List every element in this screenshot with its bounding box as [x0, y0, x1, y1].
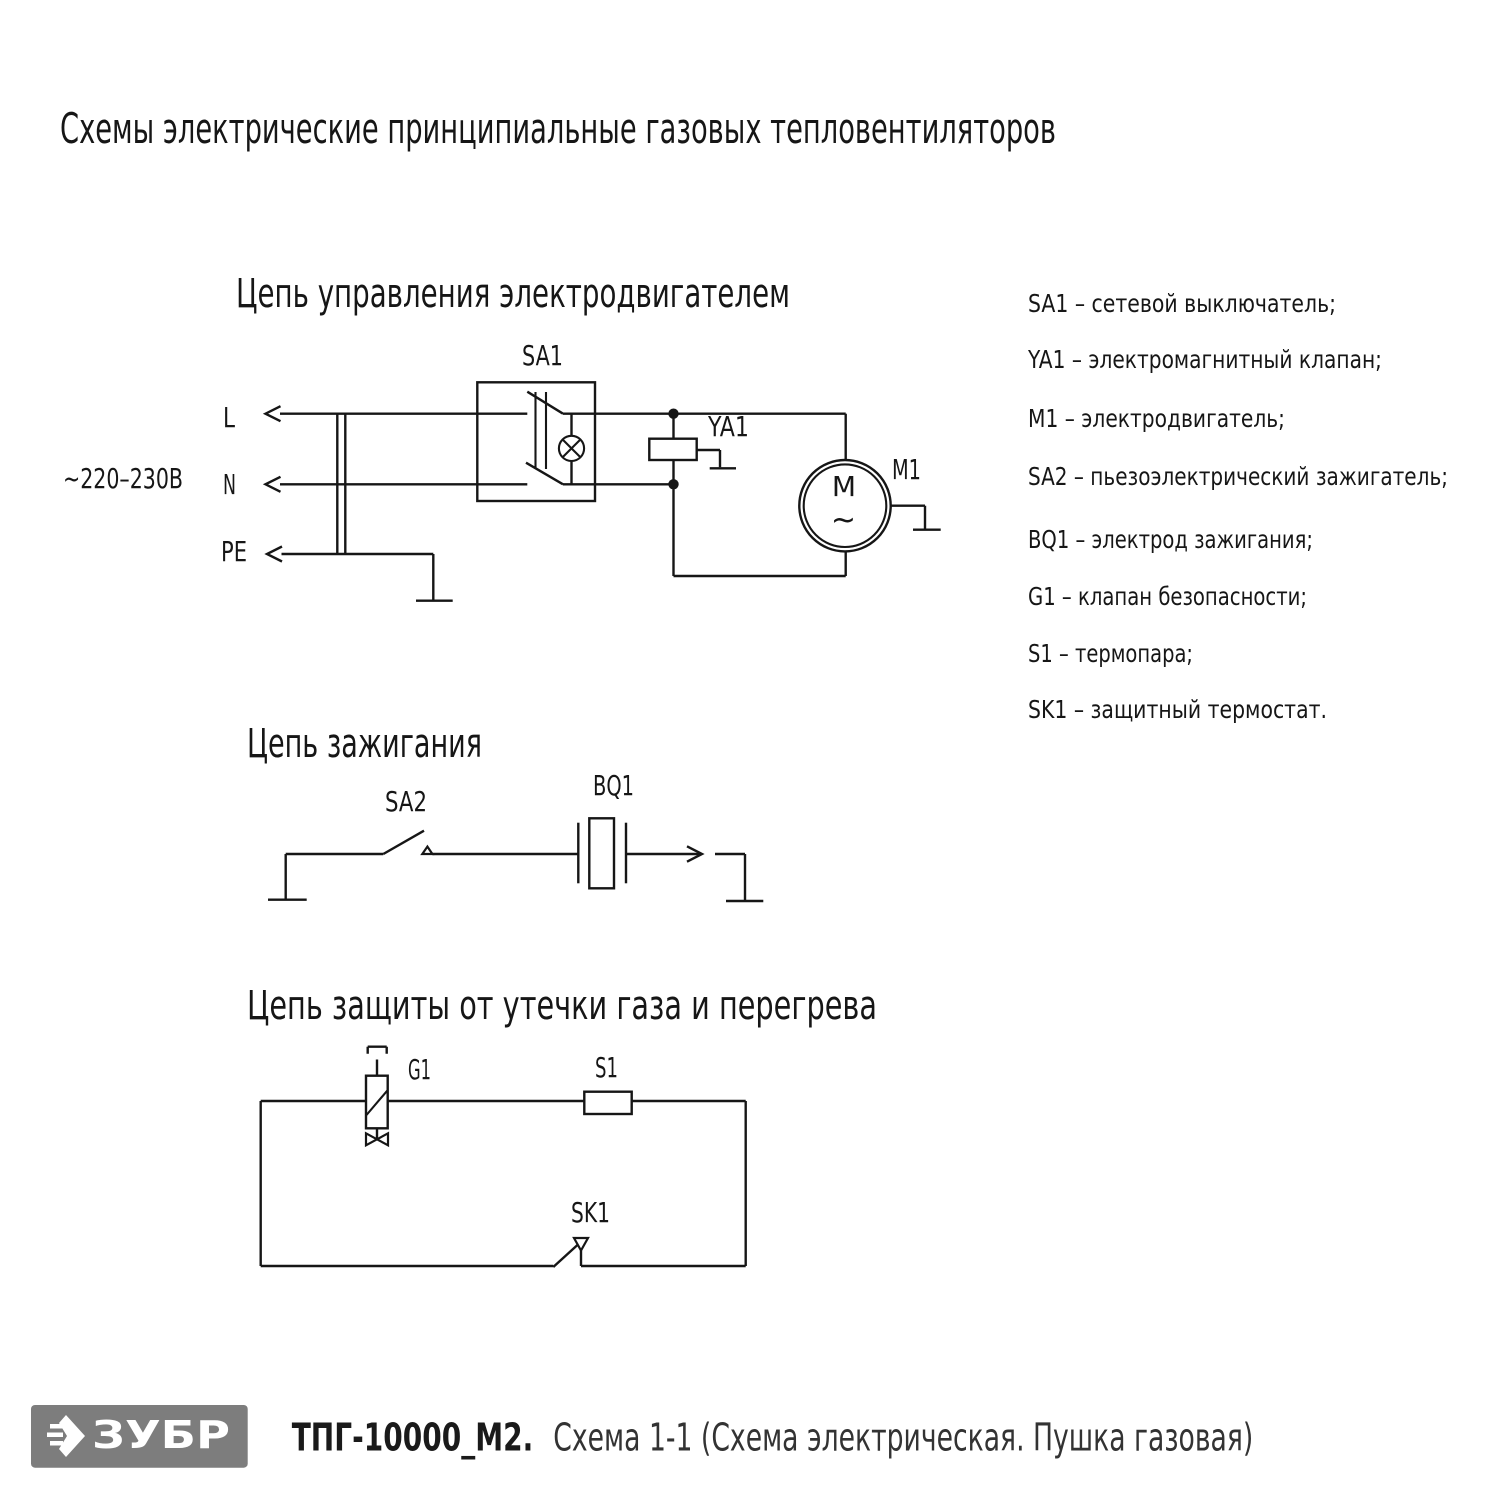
- ignition-output: [626, 846, 763, 901]
- g1-manual-override-icon: [368, 1047, 387, 1054]
- supply-lines: [266, 406, 528, 601]
- bq1-electrode-symbol: [578, 818, 626, 888]
- g1-safety-valve-symbol: [366, 1047, 388, 1146]
- circuit-motor-control: [63, 271, 941, 601]
- footer: [31, 1405, 1253, 1468]
- sa1-label: SA1: [522, 339, 563, 372]
- sa2-contact-triangle-icon: [422, 847, 432, 854]
- circuit-protection-title: Цепь защиты от утечки газа и перегрева: [247, 983, 877, 1029]
- ya1-valve-symbol: [649, 410, 749, 468]
- bq1-label: BQ1: [593, 769, 634, 802]
- terminal-pe-label: PE: [221, 535, 247, 568]
- right-terminal: [715, 854, 745, 900]
- legend-item: SA2 – пьезоэлектрический зажигатель;: [1028, 462, 1448, 491]
- footer-model: ТПГ-10000_М2.: [291, 1415, 534, 1460]
- m1-label: M1: [892, 453, 921, 486]
- sk1-blade: [553, 1242, 581, 1267]
- s1-label: S1: [595, 1051, 618, 1084]
- terminal-n-label: N: [223, 468, 236, 501]
- sa2-label: SA2: [385, 785, 427, 818]
- page-title: Схемы электрические принципиальные газовых тепловентиляторов: [60, 104, 1056, 153]
- motor-letter: M: [831, 470, 857, 503]
- brand-text: ЗУБР: [92, 1413, 230, 1457]
- sa1-switch-symbol: [477, 339, 595, 501]
- circuit-ignition: [247, 721, 763, 901]
- legend: [1027, 289, 1448, 724]
- motor-branch-wiring: [563, 409, 846, 577]
- legend-item: S1 – термопара;: [1028, 639, 1193, 668]
- footer-description: Схема 1-1 (Схема электрическая. Пушка газовая): [553, 1415, 1254, 1460]
- legend-item: SK1 – защитный термостат.: [1028, 695, 1327, 724]
- ya1-ground-wire: [697, 450, 720, 467]
- ya1-label: YA1: [707, 410, 749, 443]
- s1-thermocouple-body: [584, 1092, 631, 1114]
- sa2-blade: [383, 831, 424, 854]
- sa1-blade-bottom: [526, 463, 563, 485]
- ignition-wiring: [268, 831, 578, 900]
- g1-label: G1: [408, 1053, 431, 1086]
- ya1-coil-box: [649, 439, 696, 460]
- arrow-left-icon: [266, 477, 281, 492]
- sk1-contact-triangle-icon: [574, 1238, 588, 1251]
- protection-loop-wiring: [261, 1101, 746, 1266]
- g1-diagonal: [367, 1091, 388, 1115]
- zubr-brand-logo: [31, 1405, 248, 1468]
- arrow-left-icon: [266, 406, 281, 421]
- circuit-ignition-title: Цепь зажигания: [247, 721, 482, 767]
- terminal-l-label: L: [223, 401, 236, 434]
- sk1-label: SK1: [571, 1196, 610, 1229]
- circuit-protection: [247, 983, 877, 1267]
- legend-item: YA1 – электромагнитный клапан;: [1027, 345, 1382, 374]
- lamp-cross-icon: [563, 440, 581, 458]
- legend-item: BQ1 – электрод зажигания;: [1028, 525, 1313, 554]
- sk1-thermostat-symbol: [553, 1238, 588, 1267]
- m1-motor-symbol: [799, 453, 940, 551]
- bq1-body: [589, 818, 614, 888]
- legend-item: G1 – клапан безопасности;: [1028, 582, 1307, 611]
- motor-ground-wire: [891, 506, 925, 529]
- legend-item: SA1 – сетевой выключатель;: [1028, 289, 1336, 318]
- motor-ac-sign: ~: [830, 503, 857, 538]
- voltage-label: ~220–230В: [63, 462, 183, 495]
- wire-bottom: [674, 551, 846, 576]
- circuit-motor-title: Цепь управления электродвигателем: [236, 271, 790, 317]
- legend-item: M1 – электродвигатель;: [1028, 404, 1285, 433]
- arrow-left-icon: [267, 547, 282, 562]
